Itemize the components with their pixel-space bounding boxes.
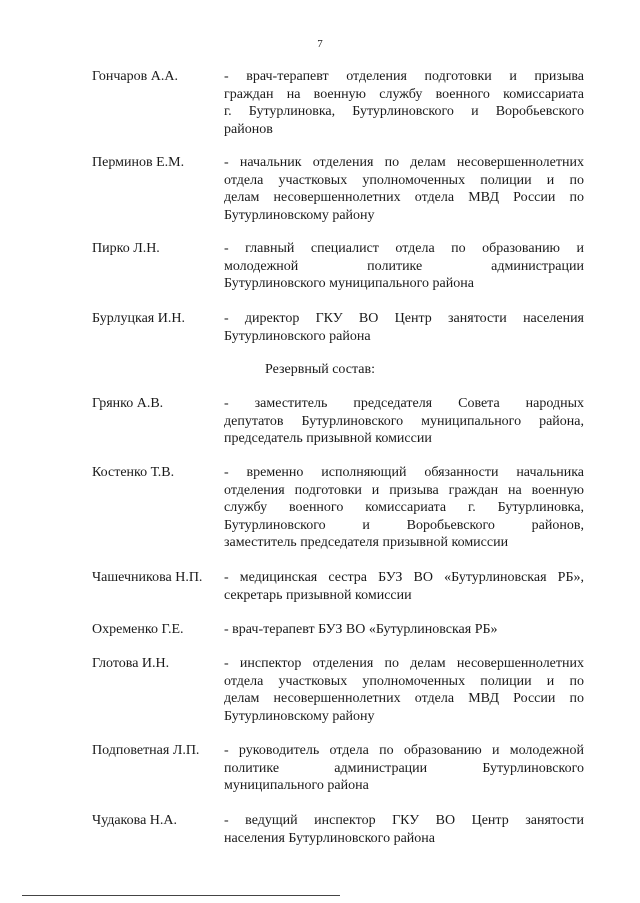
member-role (224, 395, 584, 448)
role-line: Бутурлиновского и Воробьевского районов, (224, 517, 584, 533)
role-line: молодежной политике администрации (224, 258, 584, 274)
member-entry (92, 68, 584, 138)
role-line: - главный специалист отдела по образованию и (224, 241, 584, 256)
role-line: отдела участковых уполномоченных полиции и по (224, 172, 584, 188)
role-line: - временно исполняющий обязанности начальника (224, 465, 584, 480)
role-line: районов (224, 121, 273, 137)
role-line: - руководитель отдела по образованию и молодежной (224, 743, 584, 758)
member-name: Чашечникова Н.П. (92, 570, 203, 585)
member-role (224, 464, 584, 552)
member-role (224, 154, 584, 224)
member-name: Гончаров А.А. (92, 69, 178, 84)
role-line: - начальник отделения по делам несовершеннолетних (224, 155, 584, 170)
role-line: - медицинская сестра БУЗ ВО «Бутурлиновская РБ», (224, 570, 584, 585)
role-line: секретарь призывной комиссии (224, 587, 412, 603)
role-line: депутатов Бутурлиновского муниципального района, (224, 413, 584, 429)
member-role (224, 742, 584, 795)
member-entry (92, 655, 584, 725)
role-line: - директор ГКУ ВО Центр занятости населения (224, 311, 584, 326)
role-line: заместитель председателя призывной комиссии (224, 535, 509, 550)
role-line: делам несовершеннолетних отдела МВД России по (224, 691, 584, 706)
member-role (224, 569, 584, 604)
member-name: Перминов Е.М. (92, 155, 185, 170)
role-line: председатель призывной комиссии (224, 431, 432, 446)
member-entry (92, 464, 584, 552)
member-entry (92, 154, 584, 224)
role-line: Бутурлиновского района (224, 328, 371, 344)
member-entry (92, 742, 584, 795)
member-role (224, 621, 584, 639)
role-line: - ведущий инспектор ГКУ ВО Центр занятости (224, 813, 584, 828)
role-line: населения Бутурлиновского района (224, 830, 435, 846)
role-line: отдела участковых уполномоченных полиции и по (224, 673, 584, 689)
role-line: муниципального района (224, 778, 369, 793)
role-line: Бутурлиновскому району (224, 207, 375, 223)
member-role (224, 812, 584, 847)
role-line: делам несовершеннолетних отдела МВД России по (224, 190, 584, 205)
role-line: - врач-терапевт отделения подготовки и призыва (224, 69, 584, 84)
role-line: - заместитель председателя Совета народных (224, 396, 584, 411)
role-line: - врач-терапевт БУЗ ВО «Бутурлиновская РБ» (224, 622, 498, 637)
member-entry (92, 395, 584, 448)
member-role (224, 68, 584, 138)
member-name: Бурлуцкая И.Н. (92, 311, 185, 326)
role-line: г. Бутурлиновка, Бутурлиновского и Воробьевского (224, 104, 584, 119)
member-name: Подповетная Л.П. (92, 743, 200, 758)
role-line: Бутурлиновскому району (224, 708, 375, 724)
member-name: Пирко Л.Н. (92, 241, 160, 256)
member-role (224, 240, 584, 293)
role-line: Бутурлиновского муниципального района (224, 276, 474, 291)
member-name: Костенко Т.В. (92, 465, 175, 480)
role-line: службу военного комиссариата г. Бутурлиновка, (224, 500, 584, 515)
member-role (224, 310, 584, 345)
member-entry (92, 812, 584, 847)
member-entry (92, 569, 584, 604)
section-title: Резервный состав: (264, 362, 375, 377)
member-name: Глотова И.Н. (92, 656, 170, 671)
member-role (224, 655, 584, 725)
role-line: политике администрации Бутурлиновского (224, 760, 584, 776)
member-name: Охременко Г.Е. (92, 622, 184, 637)
role-line: - инспектор отделения по делам несовершеннолетних (224, 656, 584, 671)
member-entry (92, 240, 584, 293)
role-line: граждан на военную службу военного комиссариата (224, 86, 584, 102)
member-entry (92, 310, 584, 345)
member-name: Чудакова Н.А. (92, 813, 178, 828)
footer-divider (22, 895, 340, 896)
member-name: Грянко А.В. (92, 396, 164, 411)
role-line: отделения подготовки и призыва граждан на военную (224, 482, 584, 498)
page-number: 7 (317, 38, 323, 50)
member-entry (92, 621, 584, 639)
